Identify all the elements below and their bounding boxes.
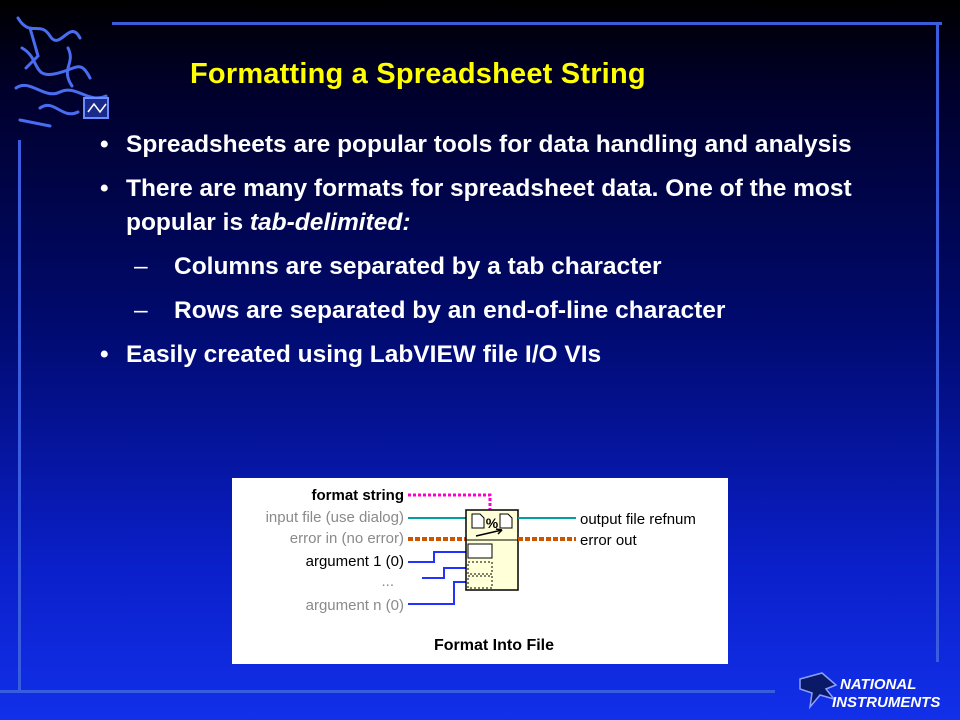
terminal-argument-n: argument n (0) [305,597,404,614]
slide-content [100,128,900,382]
terminal-ellipsis: ... [381,573,394,590]
logo-text-instruments: INSTRUMENTS [832,694,941,711]
terminal-error-out: error out [580,532,637,549]
bullet-text: Spreadsheets are popular tools for data handling and analysis [126,131,852,158]
format-into-file-diagram [232,478,728,664]
wire-argument-n [408,582,466,604]
eagle-logo-icon [800,673,836,707]
logo-text-national: NATIONAL [840,676,917,693]
file-icon [500,514,512,528]
frame-bottom-line [0,690,775,693]
frame-top-line [112,22,942,25]
slide-title: Formatting a Spreadsheet String [190,58,646,90]
bullet-text: Easily created using LabVIEW file I/O VIs [126,341,602,368]
terminal-format-string: format string [311,487,404,504]
frame-right-line [936,22,939,662]
sub-bullet-text: Columns are separated by a tab character [174,253,662,280]
national-instruments-logo [796,667,956,717]
bullet-dot: • [100,341,109,368]
sub-bullet-item [100,250,900,284]
wire-argument-1 [408,552,466,562]
bullet-item [100,128,900,162]
sub-bullet-item [100,294,900,328]
sub-bullet-dash: – [134,253,148,280]
frame-left-line [18,140,21,692]
terminal-input-file: input file (use dialog) [265,509,404,526]
diagram-caption: Format Into File [434,637,554,654]
labview-circuit-logo-icon [10,8,120,138]
sub-bullet-dash: – [134,297,148,324]
bullet-item [100,338,900,372]
bullet-dot: • [100,131,109,158]
percent-icon: % [485,515,499,531]
terminal-output-file-refnum: output file refnum [580,511,696,528]
file-icon [472,514,484,528]
terminal-argument-1: argument 1 (0) [305,553,404,570]
terminal-error-in: error in (no error) [289,530,404,547]
bullet-dot: • [100,175,109,202]
wire-argument-2 [422,568,466,578]
bullet-text-italic: tab-delimited: [249,209,411,236]
bullet-item [100,172,900,240]
wire-format-string [408,495,490,510]
bullet-text: There are many formats for spreadsheet data. One of the most popular is [126,175,852,236]
sub-bullet-text: Rows are separated by an end-of-line character [174,297,726,324]
